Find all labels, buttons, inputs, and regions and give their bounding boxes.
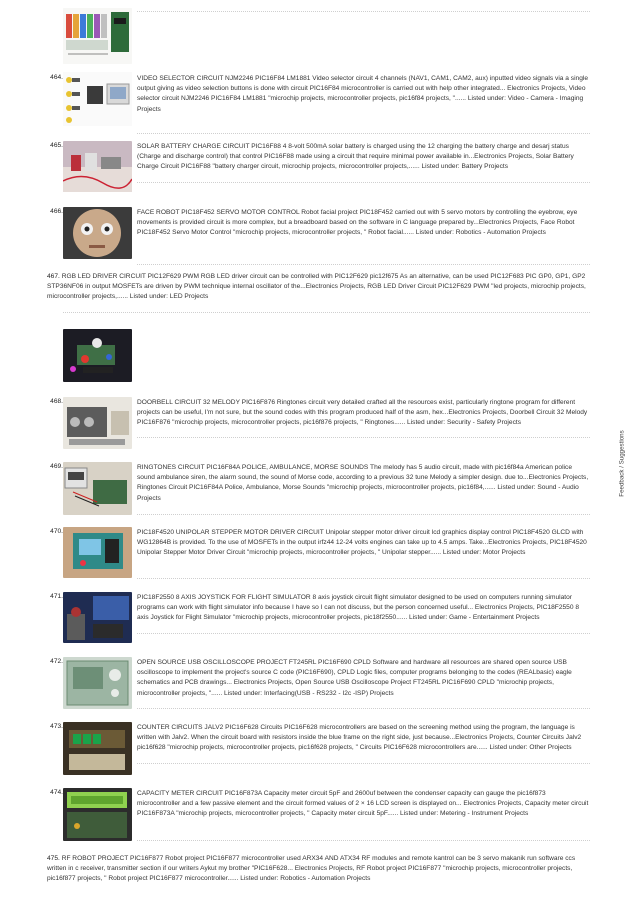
item-description[interactable]: SOLAR BATTERY CHARGE CIRCUIT PIC16F88 4 8-volt 500mA solar battery is charged using the 12 charging the battery charge and desarj status (Charge and discharge control) that control PIC16F88 made using a circuit that require minimal power available in...Electronics Projects, Solar Battery Charge Circuit PIC16F88 "battery charger circuit, microchip projects, microcontroller projects,...... Listed under: Battery Projects	[137, 143, 574, 171]
item-number: 475.	[47, 855, 60, 862]
separator	[137, 708, 590, 709]
item-description[interactable]: PIC18F2550 8 AXIS JOYSTICK FOR FLIGHT SIMULATOR 8 axis joystick circuit flight simulator designed to be used on computers running simulator programs can work with flight simulator info because I have so I can not discuss, but the person concerned useful... Electronics Projects, PIC18F2550 8 axis Joystick for Flight Simulator "microchip projects, microcontroller projects, pic18f2550...... Listed under: Game - Entertainment Projects	[137, 594, 580, 622]
project-thumbnail[interactable]	[63, 527, 132, 578]
item-description[interactable]: CAPACITY METER CIRCUIT PIC16F873A Capacity meter circuit 5pF and 2600uf between the condenser capacity can gauge the pic16f873 microcontroller and a few passive element and the circuit formed values of 2 × 16 LCD screen is displayed on... Electronics Projects, Capacity meter circuit PIC16F873A "microchip projects, microcontroller projects, " Capacity meter circuit 5pF...... Listed under: Metering - Instrument Projects	[137, 790, 589, 818]
separator	[137, 840, 590, 841]
item-number: 471.	[50, 593, 63, 600]
item-number: 470.	[50, 528, 63, 535]
separator	[137, 514, 590, 515]
item-description[interactable]: VIDEO SELECTOR CIRCUIT NJM2246 PIC16F84 LM1881 Video selector circuit 4 channels (NAV1, CAM1, CAM2, aux) inputted video signals via a single output giving as video selection buttons is done with circuit PIC16F84 microcontroller is carried out with help other integrated... Electronics Projects, Video selector circuit NJM2246 PIC16F84 LM1881 "microchip projects, microcontroller projects, pic16f84 projects, "...... Listed under: Video - Camera - Imaging Projects	[137, 75, 589, 113]
project-thumbnail[interactable]	[63, 8, 132, 64]
item-description[interactable]: OPEN SOURCE USB OSCILLOSCOPE PROJECT FT245RL PIC16F690 CPLD Software and hardware all resources are shared open source USB oscilloscope to implement the project's source C code (PIC16F690), CPLD Logic files, computer programs belonging to the codes (REALbasic) eagle schematics and PCB drawings... Electronics Projects, Open Source USB Oscilloscope Project FT245RL PIC16F690 CPLD "microchip projects, microcontroller projects, "...... Listed under: Interfacing(USB - RS232 - I2c -ISP) Projects	[137, 659, 572, 697]
item-description[interactable]: RINGTONES CIRCUIT PIC16F84A POLICE, AMBULANCE, MORSE SOUNDS The melody has 5 audio circuit, made with pic16f84a American police sound ambulance siren, the alarm sound, the sound of Morse code, according to a previous 32 tune Melody a simpler design. due to...Electronics Projects, Ringtones Circuit PIC16F84A Police, Ambulance, Morse Sounds "microchip projects, microcontroller projects, pic16f84,...... Listed under: Sound - Audio Projects	[137, 464, 589, 502]
item-description[interactable]: PIC18F4520 UNIPOLAR STEPPER MOTOR DRIVER CIRCUIT Unipolar stepper motor driver circuit lcd graphics display control PIC18F4520 GLCD with WG12864B is provided. To the use of MOSFETs in the output irfz44 12-24 volts engines can take up to 4.5 amps. Take...Electronics Projects, PIC18F4520 Unipolar Stepper Motor Driver Circuit "microchip projects, microcontroller projects, " Unipolar stepper...... Listed under: Motor Projects	[137, 529, 587, 557]
item-description-text: RF ROBOT PROJECT PIC16F877 Robot project PIC16F877 microcontroller used ARX34 AND ATX34 RF modules and remote kantrol can be 3 servo makanik run software ccs written in c receiver, transmitter section if our writers Aykut my brother "PIC16F628... Electronics Projects, RF Robot project PIC16F877 "microchip projects, microcontroller projects, pic16f877 projects, " Robot project PIC16F877 microcontroller...... Listed under: Robotics - Automation Projects	[47, 855, 576, 883]
separator	[137, 264, 590, 265]
project-thumbnail[interactable]	[63, 788, 132, 841]
project-thumbnail[interactable]	[63, 462, 132, 515]
item-number: 467.	[47, 273, 60, 280]
separator	[137, 182, 590, 183]
item-description[interactable]: COUNTER CIRCUITS JALV2 PIC16F628 Circuits PIC16F628 microcontrollers are based on the screening method using the program, the language is written with Jalv2. When the circuit board with resistors inside the blue frame on the right side, just because...Electronics Projects, Counter Circuits Jalv2 pic16f628 "microchip projects, microcontroller projects, pic16f628 projects, " Circuits PIC16F628 microcontrollers are...... Listed under: Other Projects	[137, 724, 582, 752]
project-thumbnail[interactable]	[63, 72, 132, 126]
separator	[137, 11, 590, 12]
separator	[137, 633, 590, 634]
project-thumbnail[interactable]	[63, 329, 132, 382]
item-number: 472.	[50, 658, 63, 665]
feedback-label: Feedback / Suggestions	[618, 430, 626, 497]
item-description[interactable]: FACE ROBOT PIC18F452 SERVO MOTOR CONTROL Robot facial project PIC18F452 carried out with 5 servo motors by controlling the eyebrow, eye movements is provided circuit is more complex, but a breadboard based on the software in C language prepared by...Electronics Projects, Face Robot PIC18F452 Servo Motor Control "microchip projects, microcontroller projects, " Robot facial...... Listed under: Robotics - Automation Projects	[137, 209, 578, 237]
project-thumbnail[interactable]	[63, 722, 132, 775]
separator	[137, 133, 590, 134]
item-description[interactable]: DOORBELL CIRCUIT 32 MELODY PIC16F876 Ringtones circuit very detailed crafted all the resources exist, particularly ringtone program for different projects can be useful, I'm not sure, but the sound codes with this program produced half of the asm, hex...Electronics Projects, Doorbell Circuit 32 Melody PIC16F876 "microchip projects, microcontroller projects, pic16f876 projects, " Ringtones...... Listed under: Security - Safety Projects	[137, 399, 588, 427]
project-thumbnail[interactable]	[63, 207, 132, 259]
item-number: 469.	[50, 463, 63, 470]
project-thumbnail[interactable]	[63, 397, 132, 449]
item-number: 473.	[50, 723, 63, 730]
feedback-tab[interactable]	[616, 420, 626, 510]
item-number: 464.	[50, 74, 63, 81]
separator	[137, 578, 590, 579]
project-thumbnail[interactable]	[63, 592, 132, 643]
project-thumbnail[interactable]	[63, 657, 132, 709]
item-description-text: RGB LED DRIVER CIRCUIT PIC12F629 PWM RGB LED driver circuit can be controlled with PIC12F629 pic12f675 As an alternative, can be used PIC12F683 PIC GP0, GP1, GP2 STP36NF06 in output MOSFETs are driven by PWM technique internal oscillator of the...Electronics Projects, RGB LED Driver Circuit PIC12F629 PWM "led projects, microchip projects, microcontroller projects,...... Listed under: LED Projects	[47, 273, 586, 301]
item-number: 474.	[50, 789, 63, 796]
project-thumbnail[interactable]	[63, 141, 132, 192]
separator	[137, 763, 590, 764]
separator	[137, 437, 590, 438]
item-description[interactable]	[47, 854, 590, 885]
item-number: 466.	[50, 208, 63, 215]
item-number: 468.	[50, 398, 63, 405]
separator	[63, 312, 590, 313]
item-number: 465.	[50, 142, 63, 149]
item-description[interactable]	[47, 272, 590, 303]
